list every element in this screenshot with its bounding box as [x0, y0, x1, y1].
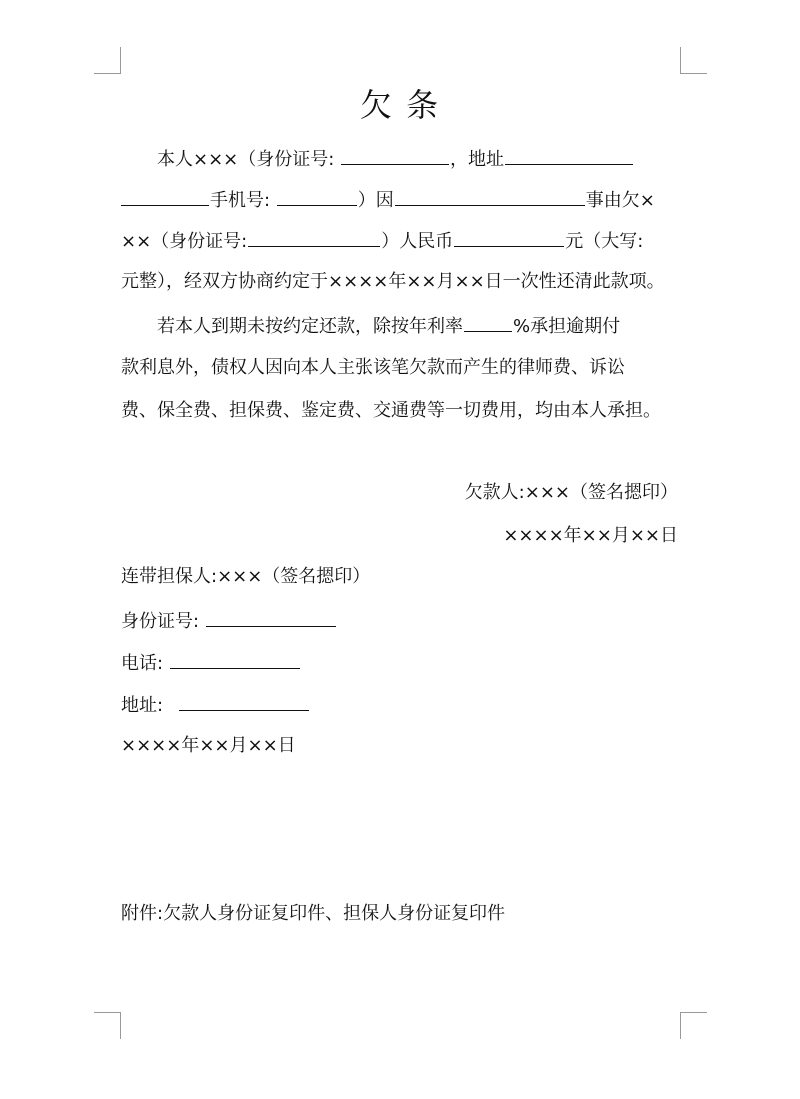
- text-segment: ）因: [357, 190, 394, 211]
- guarantor-address: [121, 690, 691, 720]
- address-blank[interactable]: [505, 144, 633, 165]
- guarantor-phone-label: 电话:: [121, 653, 169, 674]
- paragraph-1-line-4: 元整），经双方协商约定于××××年××月××日一次性还清此款项。: [121, 271, 665, 292]
- address-blank-cont[interactable]: [121, 185, 209, 206]
- corner-mark-top-right: [680, 47, 707, 74]
- attachment-note: 附件:欠款人身份证复印件、担保人身份证复印件: [121, 903, 506, 924]
- corner-mark-bottom-left: [94, 1012, 121, 1039]
- text-segment: ）人民币: [381, 231, 454, 252]
- text-segment: ，地址: [450, 149, 505, 170]
- guarantor-id: [121, 606, 691, 636]
- guarantor-phone: [121, 648, 691, 678]
- document-title: 欠 条: [359, 86, 441, 124]
- paragraph-1-line-3: [121, 226, 691, 256]
- paragraph-1-line-2: [121, 185, 691, 215]
- paragraph-2-line-3: 费、保全费、担保费、鉴定费、交通费等一切费用，均由本人承担。: [121, 400, 661, 421]
- text-segment: 元（大写:: [565, 231, 644, 252]
- interest-rate-blank[interactable]: [464, 311, 512, 332]
- text-segment: ××（身份证号:: [121, 231, 248, 252]
- id-number-blank[interactable]: [341, 144, 449, 165]
- text-segment: 事由欠×: [585, 190, 655, 211]
- guarantor-phone-blank[interactable]: [170, 648, 300, 669]
- paragraph-1-line-1: [157, 144, 691, 174]
- guarantor-address-label: 地址:: [121, 695, 169, 716]
- text-segment: 手机号:: [210, 190, 276, 211]
- creditor-id-blank[interactable]: [248, 226, 380, 247]
- amount-blank[interactable]: [454, 226, 564, 247]
- guarantor-address-blank[interactable]: [179, 690, 309, 711]
- text-segment: %承担逾期付: [513, 316, 621, 337]
- reason-blank[interactable]: [395, 185, 585, 206]
- text-segment: 若本人到期未按约定还款，除按年利率: [157, 316, 463, 337]
- corner-mark-top-left: [94, 47, 121, 74]
- debtor-signature: 欠款人:×××（签名摁印）: [464, 482, 678, 503]
- paragraph-2-line-1: [157, 311, 691, 341]
- guarantor-id-blank[interactable]: [206, 606, 336, 627]
- guarantor-id-label: 身份证号:: [121, 611, 205, 632]
- text-segment: 本人×××（身份证号:: [157, 149, 341, 170]
- guarantor-date: ××××年××月××日: [121, 735, 296, 756]
- corner-mark-bottom-right: [680, 1012, 707, 1039]
- debtor-date: ××××年××月××日: [503, 525, 678, 546]
- paragraph-2-line-2: 款利息外，债权人因向本人主张该笔欠款而产生的律师费、诉讼: [121, 357, 625, 378]
- phone-blank[interactable]: [277, 185, 357, 206]
- guarantor-name: 连带担保人:×××（签名摁印）: [121, 566, 371, 587]
